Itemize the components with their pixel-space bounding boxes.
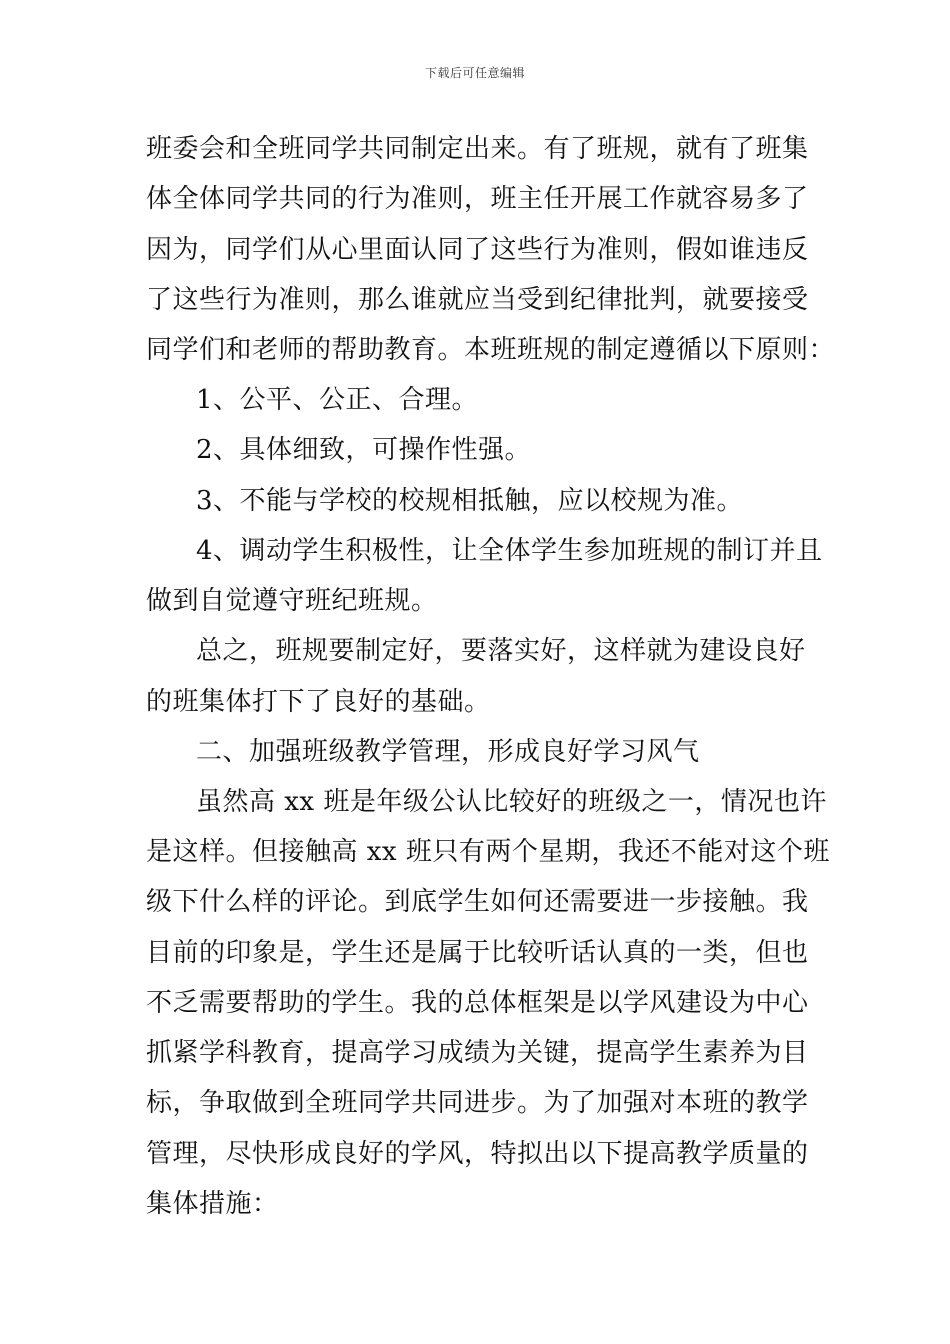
- paragraph-line: 级下什么样的评论。到底学生如何还需要进一步接触。我: [146, 887, 809, 917]
- paragraph-line: 同学们和老师的帮助教育。本班班规的制定遵循以下原则：: [146, 335, 836, 365]
- paragraph-line: 体全体同学共同的行为准则，班主任开展工作就容易多了: [146, 184, 809, 214]
- paragraph-line: 总之，班规要制定好，要落实好，这样就为建设良好: [196, 636, 806, 666]
- list-item-line: 做到自觉遵守班纪班规。: [146, 586, 438, 616]
- list-item-line: 3、不能与学校的校规相抵触，应以校规为准。: [196, 486, 744, 516]
- paragraph-line: 目前的印象是，学生还是属于比较听话认真的一类，但也: [146, 938, 809, 968]
- paragraph-line: 因为，同学们从心里面认同了这些行为准则，假如谁违反: [146, 235, 809, 265]
- paragraph-line: 的班集体打下了良好的基础。: [146, 687, 491, 717]
- paragraph-line: 抓紧学科教育，提高学习成绩为关键，提高学生素养为目: [146, 1038, 809, 1068]
- paragraph-line: 管理，尽快形成良好的学风，特拟出以下提高教学质量的: [146, 1139, 809, 1169]
- section-heading: 二、加强班级教学管理，形成良好学习风气: [196, 737, 700, 767]
- paragraph-line: 虽然高 xx 班是年级公认比较好的班级之一，情况也许: [196, 787, 827, 817]
- list-item-line: 1、公平、公正、合理。: [196, 385, 479, 415]
- paragraph-line: 班委会和全班同学共同制定出来。有了班规，就有了班集: [146, 134, 809, 164]
- paragraph-line: 集体措施：: [146, 1189, 279, 1219]
- list-item-line: 2、具体细致，可操作性强。: [196, 435, 532, 465]
- paragraph-line: 不乏需要帮助的学生。我的总体框架是以学风建设为中心: [146, 988, 809, 1018]
- page-header: 下载后可任意编辑: [424, 66, 525, 80]
- list-item-line: 4、调动学生积极性，让全体学生参加班规的制订并且: [196, 536, 823, 566]
- paragraph-line: 了这些行为准则，那么谁就应当受到纪律批判，就要接受: [146, 285, 809, 315]
- paragraph-line: 标，争取做到全班同学共同进步。为了加强对本班的教学: [146, 1088, 809, 1118]
- paragraph-line: 是这样。但接触高 xx 班只有两个星期，我还不能对这个班: [146, 837, 830, 867]
